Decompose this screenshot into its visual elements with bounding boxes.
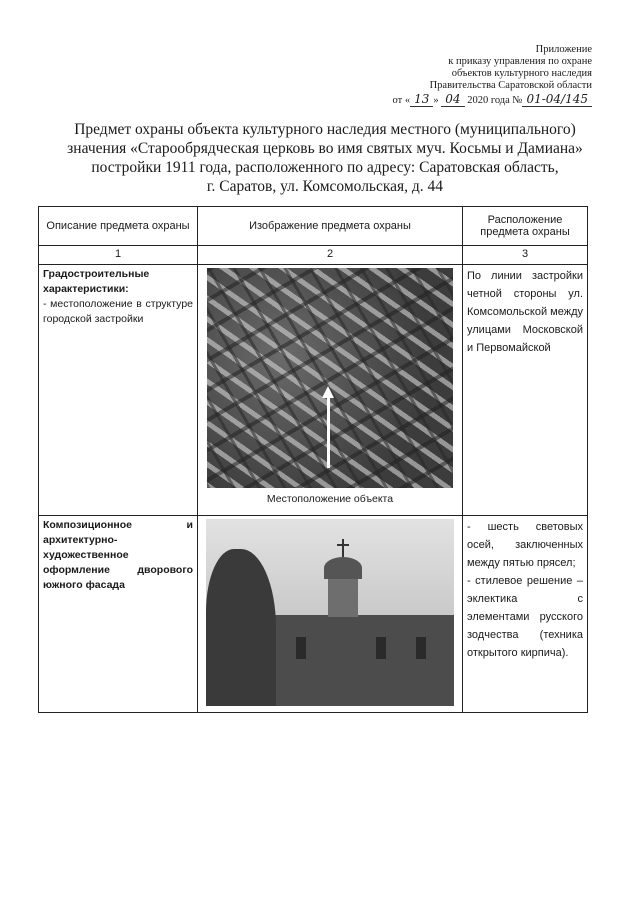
title-line: постройки 1911 года, расположенного по адресу: Саратовская область, <box>91 159 559 176</box>
cross-icon <box>342 539 344 557</box>
date-mid: » <box>433 95 439 106</box>
order-date-line <box>352 93 592 107</box>
facade-window <box>376 637 386 659</box>
date-prefix: от « <box>392 95 411 106</box>
row1-location: По линии застройки четной стороны ул. Комсомольской между улицами Московской и Первомайской <box>463 265 588 516</box>
row1-desc-title: Градостроительные характеристики: <box>43 268 150 295</box>
row2-description <box>39 516 198 713</box>
aerial-caption: Местоположение объекта <box>266 493 394 505</box>
protection-table <box>38 206 588 713</box>
column-number: 1 <box>39 246 198 265</box>
cross-bar <box>337 544 349 546</box>
facade-window <box>416 637 426 659</box>
title-line: г. Саратов, ул. Комсомольская, д. 44 <box>206 178 444 195</box>
column-number: 3 <box>463 246 588 265</box>
table-row <box>39 516 588 713</box>
date-year: 2020 года № <box>467 95 523 106</box>
order-number: 01-04/145 <box>522 92 592 107</box>
header-row <box>39 207 588 246</box>
row2-desc-title: Композиционное и архитектурно-художественное оформление дворового южного фасада <box>43 519 193 591</box>
arrow-shaft <box>327 396 330 468</box>
appendix-block <box>352 44 592 107</box>
row2-image-cell <box>198 516 463 713</box>
facade-wall <box>266 615 454 706</box>
table-row <box>39 265 588 516</box>
header-image: Изображение предмета охраны <box>198 207 463 246</box>
row1-description <box>39 265 198 516</box>
date-month: 04 <box>441 92 464 107</box>
header-description: Описание предмета охраны <box>39 207 198 246</box>
row1-image-cell <box>198 265 463 516</box>
aerial-photo <box>207 268 453 488</box>
date-day: 13 <box>410 92 433 107</box>
title-line: значения «Старообрядческая церковь во имя святых муч. Косьмы и Дамиана» <box>67 140 583 157</box>
document-title <box>60 120 590 196</box>
appendix-line: Приложение <box>535 44 592 55</box>
facade-window <box>296 637 306 659</box>
row1-desc-text: - местоположение в структуре городской застройки <box>43 298 193 325</box>
church-tower <box>328 573 358 617</box>
appendix-line: к приказу управления по охране <box>448 56 592 67</box>
row2-location-item: - шесть световых осей, заключенных между пятью прясел; <box>467 521 583 569</box>
row2-location-item: - стилевое решение – эклектика с элементами русского зодчества (техника открытого кирпича). <box>467 575 583 659</box>
title-line: Предмет охраны объекта культурного наследия местного (муниципального) <box>74 121 576 138</box>
column-number: 2 <box>198 246 463 265</box>
row2-location <box>463 516 588 713</box>
appendix-line: Правительства Саратовской области <box>429 80 592 91</box>
church-dome <box>324 557 362 579</box>
facade-photo <box>206 519 454 706</box>
appendix-line: объектов культурного наследия <box>451 68 592 79</box>
tree <box>206 549 276 706</box>
column-number-row <box>39 246 588 265</box>
header-location: Расположение предмета охраны <box>463 207 588 246</box>
